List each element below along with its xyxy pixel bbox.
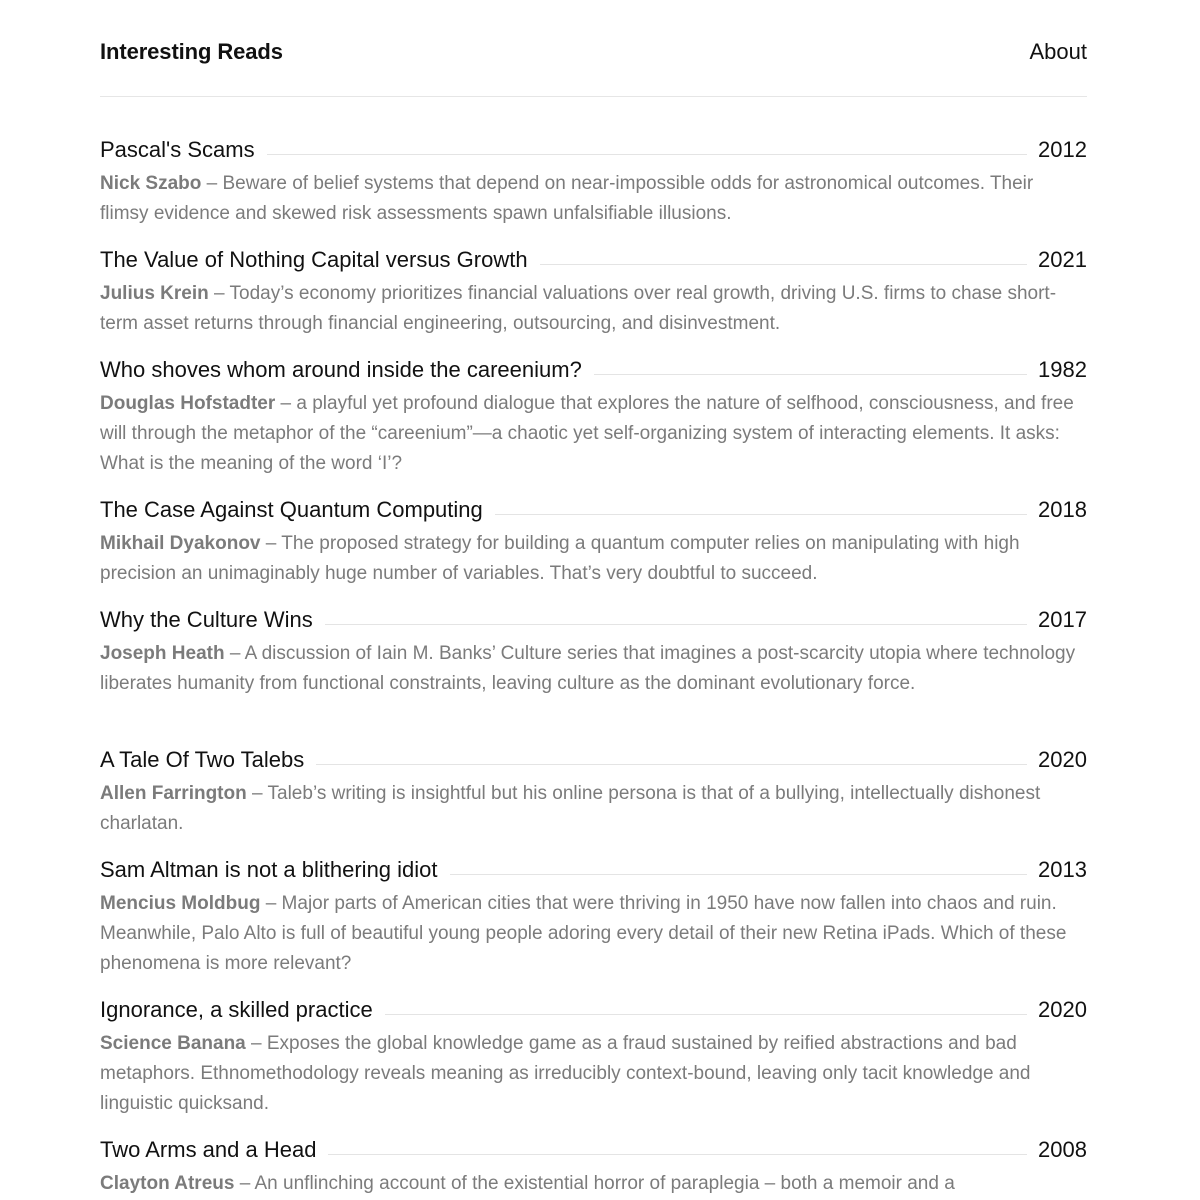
entry-title-link[interactable]: A Tale Of Two Talebs [100,747,305,772]
entry-title-link[interactable]: Who shoves whom around inside the careenium? [100,357,582,382]
reading-entry [100,351,1087,491]
entry-description [100,1169,1087,1199]
entry-summary: – a playful yet profound dialogue that explores the nature of selfhood, consciousness, and free will through the metaphor of the “careenium”—a chaotic yet self-organizing system of interacting elements. It asks: What is the meaning of the word ‘I’? [100,393,1074,474]
entry-summary: – An unflinching account of the existential horror of paraplegia – both a memoir and a [234,1173,955,1194]
entry-title-link[interactable]: Why the Culture Wins [100,607,313,632]
dotted-leader [325,624,1027,625]
site-header [100,36,1087,68]
entry-year: 1982 [1038,357,1087,382]
dotted-leader [594,374,1027,375]
entry-description [100,529,1087,589]
dotted-leader [540,264,1027,265]
entry-year: 2018 [1038,497,1087,522]
dotted-leader [450,874,1028,875]
entry-description [100,169,1087,229]
reading-entry [100,991,1087,1131]
entry-heading [100,851,1087,883]
entry-author: Clayton Atreus [100,1173,235,1194]
dotted-leader [267,154,1027,155]
entry-heading [100,991,1087,1023]
reading-entry [100,491,1087,601]
entry-description [100,639,1087,699]
entry-heading [100,241,1087,273]
entry-description [100,1029,1087,1119]
entry-author: Mikhail Dyakonov [100,533,261,554]
dotted-leader [495,514,1027,515]
entry-summary: – Major parts of American cities that were thriving in 1950 have now fallen into chaos and ruin. Meanwhile, Palo Alto is full of beautiful young people adoring every detail of their new Retina iPads. Which of these phenomena is more relevant? [100,893,1067,974]
entry-year: 2008 [1038,1137,1087,1162]
entry-author: Nick Szabo [100,173,202,194]
entry-author: Allen Farrington [100,783,247,804]
reading-entry [100,851,1087,991]
entry-summary: – The proposed strategy for building a quantum computer relies on manipulating with high precision an unimaginably huge number of variables. That’s very doubtful to succeed. [100,533,1020,584]
reading-entry [100,1131,1087,1200]
reading-list [100,131,1087,1200]
entry-summary: – A discussion of Iain M. Banks’ Culture series that imagines a post-scarcity utopia where technology liberates humanity from functional constraints, leaving culture as the dominant evolutionary force. [100,643,1076,694]
entry-heading [100,131,1087,163]
entry-title-link[interactable]: The Case Against Quantum Computing [100,497,483,522]
entry-author: Mencius Moldbug [100,893,261,914]
reading-entry [100,741,1087,851]
entry-author: Joseph Heath [100,643,225,664]
entry-title-link[interactable]: Pascal's Scams [100,137,255,162]
entry-heading [100,351,1087,383]
entry-year: 2021 [1038,247,1087,272]
dotted-leader [328,1154,1027,1155]
reading-entry [100,131,1087,241]
entry-heading [100,601,1087,633]
entry-heading [100,741,1087,773]
entry-title-link[interactable]: Two Arms and a Head [100,1137,317,1162]
site-title[interactable]: Interesting Reads [100,39,283,64]
header-divider [100,96,1087,97]
entry-author: Julius Krein [100,283,209,304]
entry-summary: – Beware of belief systems that depend on near-impossible odds for astronomical outcomes. Their flimsy evidence and skewed risk assessments spawn unfalsifiable illusions. [100,173,1034,224]
dotted-leader [385,1014,1027,1015]
entry-title-link[interactable]: Sam Altman is not a blithering idiot [100,857,438,882]
entry-heading [100,1131,1087,1163]
entry-description [100,389,1087,479]
entry-title-link[interactable]: The Value of Nothing Capital versus Growth [100,247,528,272]
reading-entry [100,601,1087,741]
entry-year: 2020 [1038,747,1087,772]
entry-summary: – Taleb’s writing is insightful but his online persona is that of a bullying, intellectually dishonest charlatan. [100,783,1041,834]
entry-summary: – Exposes the global knowledge game as a fraud sustained by reified abstractions and bad metaphors. Ethnomethodology reveals meaning as irreducibly context-bound, leaving only tacit knowledge and linguistic quicksand. [100,1033,1031,1114]
entry-description [100,279,1087,339]
entry-year: 2013 [1038,857,1087,882]
dotted-leader [316,764,1027,765]
reading-entry [100,241,1087,351]
entry-author: Science Banana [100,1033,246,1054]
entry-year: 2012 [1038,137,1087,162]
entry-description [100,889,1087,979]
entry-author: Douglas Hofstadter [100,393,276,414]
entry-year: 2020 [1038,997,1087,1022]
entry-summary: – Today’s economy prioritizes financial valuations over real growth, driving U.S. firms to chase short-term asset returns through financial engineering, outsourcing, and disinvestment. [100,283,1057,334]
entry-title-link[interactable]: Ignorance, a skilled practice [100,997,373,1022]
about-link[interactable]: About [1029,39,1087,64]
entry-year: 2017 [1038,607,1087,632]
entry-heading [100,491,1087,523]
entry-description [100,779,1087,839]
